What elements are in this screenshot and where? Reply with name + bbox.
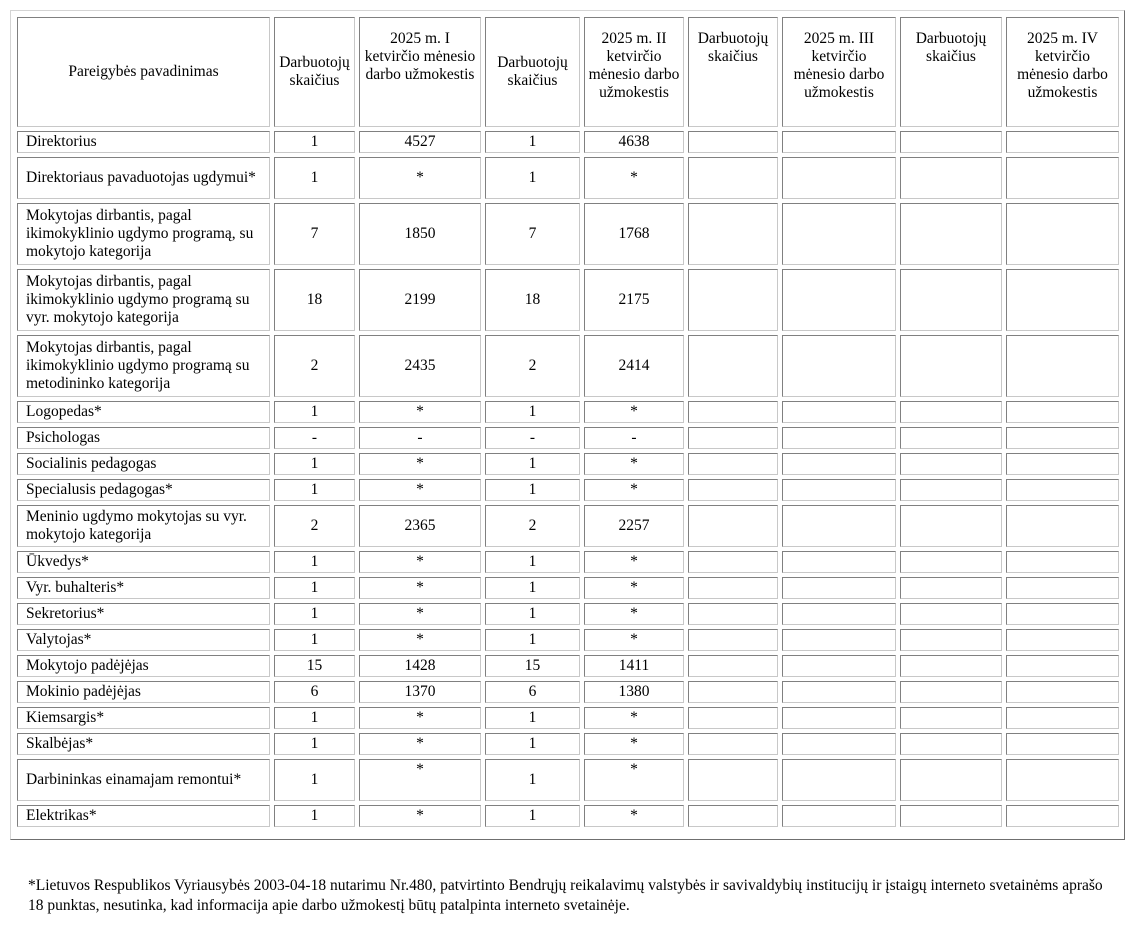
cell-q4-count bbox=[900, 655, 1002, 677]
cell-q2-salary: 1411 bbox=[584, 655, 684, 677]
cell-q3-count bbox=[688, 759, 778, 801]
cell-q3-salary bbox=[782, 655, 896, 677]
cell-q1-count: 1 bbox=[274, 805, 355, 827]
cell-q1-salary: * bbox=[359, 733, 481, 755]
cell-q4-salary bbox=[1006, 157, 1119, 199]
cell-q2-count: 1 bbox=[485, 401, 580, 423]
cell-q3-count bbox=[688, 655, 778, 677]
cell-position-name: Vyr. buhalteris* bbox=[17, 577, 270, 599]
cell-position-name: Mokinio padėjėjas bbox=[17, 681, 270, 703]
cell-q1-count: 1 bbox=[274, 577, 355, 599]
cell-q2-salary: * bbox=[584, 453, 684, 475]
cell-q4-salary bbox=[1006, 577, 1119, 599]
cell-q1-salary: 4527 bbox=[359, 131, 481, 153]
cell-q3-salary bbox=[782, 453, 896, 475]
cell-q2-count: 1 bbox=[485, 759, 580, 801]
cell-q2-salary: * bbox=[584, 603, 684, 625]
cell-q1-count: 1 bbox=[274, 707, 355, 729]
cell-q3-count bbox=[688, 551, 778, 573]
cell-q3-count bbox=[688, 805, 778, 827]
table-row bbox=[17, 655, 1119, 677]
cell-q1-count: 15 bbox=[274, 655, 355, 677]
cell-q2-count: 1 bbox=[485, 479, 580, 501]
cell-q1-salary: * bbox=[359, 479, 481, 501]
cell-q4-count bbox=[900, 733, 1002, 755]
header-q2-salary: 2025 m. II ketvirčio mėnesio darbo užmokestis bbox=[584, 17, 684, 127]
cell-q1-salary: 2199 bbox=[359, 269, 481, 331]
cell-q1-count: 1 bbox=[274, 603, 355, 625]
cell-q2-count: 2 bbox=[485, 335, 580, 397]
cell-q4-salary bbox=[1006, 759, 1119, 801]
cell-q3-count bbox=[688, 733, 778, 755]
cell-q3-salary bbox=[782, 707, 896, 729]
cell-q1-salary: * bbox=[359, 603, 481, 625]
cell-q3-count bbox=[688, 131, 778, 153]
cell-q3-salary bbox=[782, 805, 896, 827]
table-row bbox=[17, 453, 1119, 475]
table-row bbox=[17, 551, 1119, 573]
cell-q2-salary: 4638 bbox=[584, 131, 684, 153]
cell-q4-salary bbox=[1006, 733, 1119, 755]
cell-position-name: Logopedas* bbox=[17, 401, 270, 423]
cell-q4-salary bbox=[1006, 707, 1119, 729]
cell-q3-count bbox=[688, 453, 778, 475]
table-header-row bbox=[17, 17, 1119, 127]
table-row bbox=[17, 577, 1119, 599]
table-row bbox=[17, 707, 1119, 729]
cell-q1-count: 18 bbox=[274, 269, 355, 331]
cell-q4-count bbox=[900, 707, 1002, 729]
cell-q2-count: 15 bbox=[485, 655, 580, 677]
cell-q2-salary: 1380 bbox=[584, 681, 684, 703]
header-q1-count: Darbuotojų skaičius bbox=[274, 17, 355, 127]
cell-q2-salary: * bbox=[584, 759, 684, 801]
cell-q4-count bbox=[900, 453, 1002, 475]
table-row bbox=[17, 157, 1119, 199]
cell-q3-count bbox=[688, 157, 778, 199]
cell-q2-salary: * bbox=[584, 707, 684, 729]
table-row bbox=[17, 479, 1119, 501]
cell-q1-count: 7 bbox=[274, 203, 355, 265]
cell-q4-count bbox=[900, 401, 1002, 423]
cell-q1-count: 1 bbox=[274, 453, 355, 475]
cell-q1-count: 1 bbox=[274, 551, 355, 573]
header-q3-salary: 2025 m. III ketvirčio mėnesio darbo užmokestis bbox=[782, 17, 896, 127]
cell-q3-salary bbox=[782, 479, 896, 501]
cell-q4-count bbox=[900, 759, 1002, 801]
cell-q1-count: 1 bbox=[274, 401, 355, 423]
cell-q2-count: 1 bbox=[485, 733, 580, 755]
table-row bbox=[17, 603, 1119, 625]
cell-q3-count bbox=[688, 427, 778, 449]
cell-q1-salary: 1428 bbox=[359, 655, 481, 677]
footnote: *Lietuvos Respublikos Vyriausybės 2003-04-18 nutarimu Nr.480, patvirtinto Bendrųjų reikalavimų valstybės ir savivaldybių institucijų ir įstaigų interneto svetainėms aprašo 18 punktas, nesutinka, kad informacija apie darbo užmokestį būtų patalpinta interneto svetainėje. bbox=[28, 877, 1103, 914]
cell-q1-count: 2 bbox=[274, 505, 355, 547]
table-row bbox=[17, 401, 1119, 423]
cell-q3-salary bbox=[782, 733, 896, 755]
table-row bbox=[17, 733, 1119, 755]
cell-q2-salary: * bbox=[584, 479, 684, 501]
cell-q2-count: 7 bbox=[485, 203, 580, 265]
cell-q1-salary: * bbox=[359, 805, 481, 827]
cell-q1-count: 1 bbox=[274, 131, 355, 153]
cell-q4-count bbox=[900, 479, 1002, 501]
cell-q4-count bbox=[900, 131, 1002, 153]
cell-q2-count: 1 bbox=[485, 629, 580, 651]
cell-q1-count: 1 bbox=[274, 157, 355, 199]
cell-q3-salary bbox=[782, 157, 896, 199]
header-q2-count: Darbuotojų skaičius bbox=[485, 17, 580, 127]
header-q3-count: Darbuotojų skaičius bbox=[688, 17, 778, 127]
cell-q1-count: 6 bbox=[274, 681, 355, 703]
header-q1-salary: 2025 m. I ketvirčio mėnesio darbo užmokestis bbox=[359, 17, 481, 127]
cell-q3-salary bbox=[782, 203, 896, 265]
cell-position-name: Valytojas* bbox=[17, 629, 270, 651]
cell-q1-count: 1 bbox=[274, 479, 355, 501]
cell-q4-salary bbox=[1006, 603, 1119, 625]
cell-position-name: Specialusis pedagogas* bbox=[17, 479, 270, 501]
cell-q3-count bbox=[688, 603, 778, 625]
cell-q4-count bbox=[900, 629, 1002, 651]
cell-q1-salary: 2435 bbox=[359, 335, 481, 397]
cell-position-name: Ūkvedys* bbox=[17, 551, 270, 573]
cell-q4-count bbox=[900, 577, 1002, 599]
cell-q2-count: - bbox=[485, 427, 580, 449]
cell-q4-count bbox=[900, 427, 1002, 449]
cell-q1-salary: * bbox=[359, 157, 481, 199]
table-row bbox=[17, 759, 1119, 801]
cell-q1-salary: - bbox=[359, 427, 481, 449]
cell-q2-count: 1 bbox=[485, 577, 580, 599]
cell-q2-salary: 2175 bbox=[584, 269, 684, 331]
cell-q4-salary bbox=[1006, 479, 1119, 501]
cell-q2-count: 6 bbox=[485, 681, 580, 703]
cell-q2-salary: * bbox=[584, 551, 684, 573]
cell-position-name: Meninio ugdymo mokytojas su vyr. mokytojo kategorija bbox=[17, 505, 270, 547]
cell-q2-salary: 1768 bbox=[584, 203, 684, 265]
cell-q2-count: 1 bbox=[485, 157, 580, 199]
table-row bbox=[17, 131, 1119, 153]
cell-position-name: Direktoriaus pavaduotojas ugdymui* bbox=[17, 157, 270, 199]
cell-q1-count: - bbox=[274, 427, 355, 449]
cell-q2-salary: * bbox=[584, 157, 684, 199]
cell-q3-salary bbox=[782, 427, 896, 449]
table-row bbox=[17, 805, 1119, 827]
cell-q1-salary: * bbox=[359, 759, 481, 801]
cell-q3-count bbox=[688, 401, 778, 423]
cell-position-name: Sekretorius* bbox=[17, 603, 270, 625]
cell-q4-count bbox=[900, 335, 1002, 397]
cell-q1-salary: * bbox=[359, 453, 481, 475]
header-position: Pareigybės pavadinimas bbox=[17, 17, 270, 127]
cell-position-name: Skalbėjas* bbox=[17, 733, 270, 755]
cell-q3-salary bbox=[782, 505, 896, 547]
cell-q2-salary: 2257 bbox=[584, 505, 684, 547]
table-row bbox=[17, 629, 1119, 651]
salary-table bbox=[13, 13, 1123, 831]
cell-q4-count bbox=[900, 551, 1002, 573]
cell-q4-salary bbox=[1006, 203, 1119, 265]
cell-q4-count bbox=[900, 269, 1002, 331]
cell-q1-salary: * bbox=[359, 401, 481, 423]
cell-position-name: Socialinis pedagogas bbox=[17, 453, 270, 475]
cell-q2-count: 1 bbox=[485, 551, 580, 573]
cell-q1-count: 2 bbox=[274, 335, 355, 397]
cell-position-name: Darbininkas einamajam remontui* bbox=[17, 759, 270, 801]
cell-q1-count: 1 bbox=[274, 629, 355, 651]
cell-q1-salary: 1850 bbox=[359, 203, 481, 265]
table-row bbox=[17, 681, 1119, 703]
cell-q4-salary bbox=[1006, 427, 1119, 449]
cell-q3-salary bbox=[782, 551, 896, 573]
cell-q3-count bbox=[688, 203, 778, 265]
cell-q2-salary: * bbox=[584, 733, 684, 755]
header-q4-salary: 2025 m. IV ketvirčio mėnesio darbo užmokestis bbox=[1006, 17, 1119, 127]
cell-q4-salary bbox=[1006, 629, 1119, 651]
cell-q2-salary: * bbox=[584, 629, 684, 651]
cell-position-name: Elektrikas* bbox=[17, 805, 270, 827]
table-row bbox=[17, 505, 1119, 547]
cell-q3-salary bbox=[782, 681, 896, 703]
cell-position-name: Mokytojo padėjėjas bbox=[17, 655, 270, 677]
table-body bbox=[17, 131, 1119, 827]
cell-q4-salary bbox=[1006, 269, 1119, 331]
cell-q4-count bbox=[900, 203, 1002, 265]
cell-position-name: Direktorius bbox=[17, 131, 270, 153]
cell-q1-salary: 1370 bbox=[359, 681, 481, 703]
cell-q1-count: 1 bbox=[274, 759, 355, 801]
cell-q1-salary: 2365 bbox=[359, 505, 481, 547]
cell-q3-count bbox=[688, 505, 778, 547]
cell-q4-salary bbox=[1006, 551, 1119, 573]
cell-q2-count: 1 bbox=[485, 453, 580, 475]
cell-q4-salary bbox=[1006, 401, 1119, 423]
cell-q4-count bbox=[900, 505, 1002, 547]
cell-q3-count bbox=[688, 577, 778, 599]
cell-q1-salary: * bbox=[359, 707, 481, 729]
cell-q2-salary: - bbox=[584, 427, 684, 449]
cell-q3-salary bbox=[782, 131, 896, 153]
table-row bbox=[17, 335, 1119, 397]
table-row bbox=[17, 269, 1119, 331]
cell-q4-salary bbox=[1006, 131, 1119, 153]
cell-q4-salary bbox=[1006, 505, 1119, 547]
cell-q3-count bbox=[688, 335, 778, 397]
cell-q4-count bbox=[900, 681, 1002, 703]
table-row bbox=[17, 427, 1119, 449]
cell-q2-salary: * bbox=[584, 577, 684, 599]
cell-position-name: Kiemsargis* bbox=[17, 707, 270, 729]
cell-q2-salary: 2414 bbox=[584, 335, 684, 397]
cell-position-name: Mokytojas dirbantis, pagal ikimokyklinio ugdymo programą, su mokytojo kategorija bbox=[17, 203, 270, 265]
cell-q3-count bbox=[688, 681, 778, 703]
cell-position-name: Psichologas bbox=[17, 427, 270, 449]
cell-q1-salary: * bbox=[359, 551, 481, 573]
cell-q2-count: 2 bbox=[485, 505, 580, 547]
cell-q2-count: 1 bbox=[485, 131, 580, 153]
cell-q4-salary bbox=[1006, 453, 1119, 475]
cell-position-name: Mokytojas dirbantis, pagal ikimokyklinio ugdymo programą su vyr. mokytojo kategorija bbox=[17, 269, 270, 331]
cell-q1-salary: * bbox=[359, 629, 481, 651]
cell-position-name: Mokytojas dirbantis, pagal ikimokyklinio ugdymo programą su metodininko kategorija bbox=[17, 335, 270, 397]
cell-q3-count bbox=[688, 707, 778, 729]
cell-q4-count bbox=[900, 805, 1002, 827]
cell-q2-salary: * bbox=[584, 805, 684, 827]
cell-q3-salary bbox=[782, 577, 896, 599]
cell-q3-count bbox=[688, 269, 778, 331]
cell-q4-salary bbox=[1006, 681, 1119, 703]
cell-q3-salary bbox=[782, 629, 896, 651]
cell-q3-salary bbox=[782, 401, 896, 423]
cell-q2-count: 1 bbox=[485, 707, 580, 729]
cell-q3-salary bbox=[782, 269, 896, 331]
cell-q4-salary bbox=[1006, 805, 1119, 827]
cell-q1-count: 1 bbox=[274, 733, 355, 755]
cell-q3-salary bbox=[782, 759, 896, 801]
cell-q2-salary: * bbox=[584, 401, 684, 423]
cell-q3-count bbox=[688, 629, 778, 651]
cell-q3-salary bbox=[782, 335, 896, 397]
cell-q4-salary bbox=[1006, 655, 1119, 677]
cell-q4-count bbox=[900, 603, 1002, 625]
cell-q4-salary bbox=[1006, 335, 1119, 397]
cell-q4-count bbox=[900, 157, 1002, 199]
cell-q1-salary: * bbox=[359, 577, 481, 599]
cell-q2-count: 18 bbox=[485, 269, 580, 331]
cell-q2-count: 1 bbox=[485, 603, 580, 625]
header-q4-count: Darbuotojų skaičius bbox=[900, 17, 1002, 127]
cell-q2-count: 1 bbox=[485, 805, 580, 827]
cell-q3-salary bbox=[782, 603, 896, 625]
cell-q3-count bbox=[688, 479, 778, 501]
table-row bbox=[17, 203, 1119, 265]
